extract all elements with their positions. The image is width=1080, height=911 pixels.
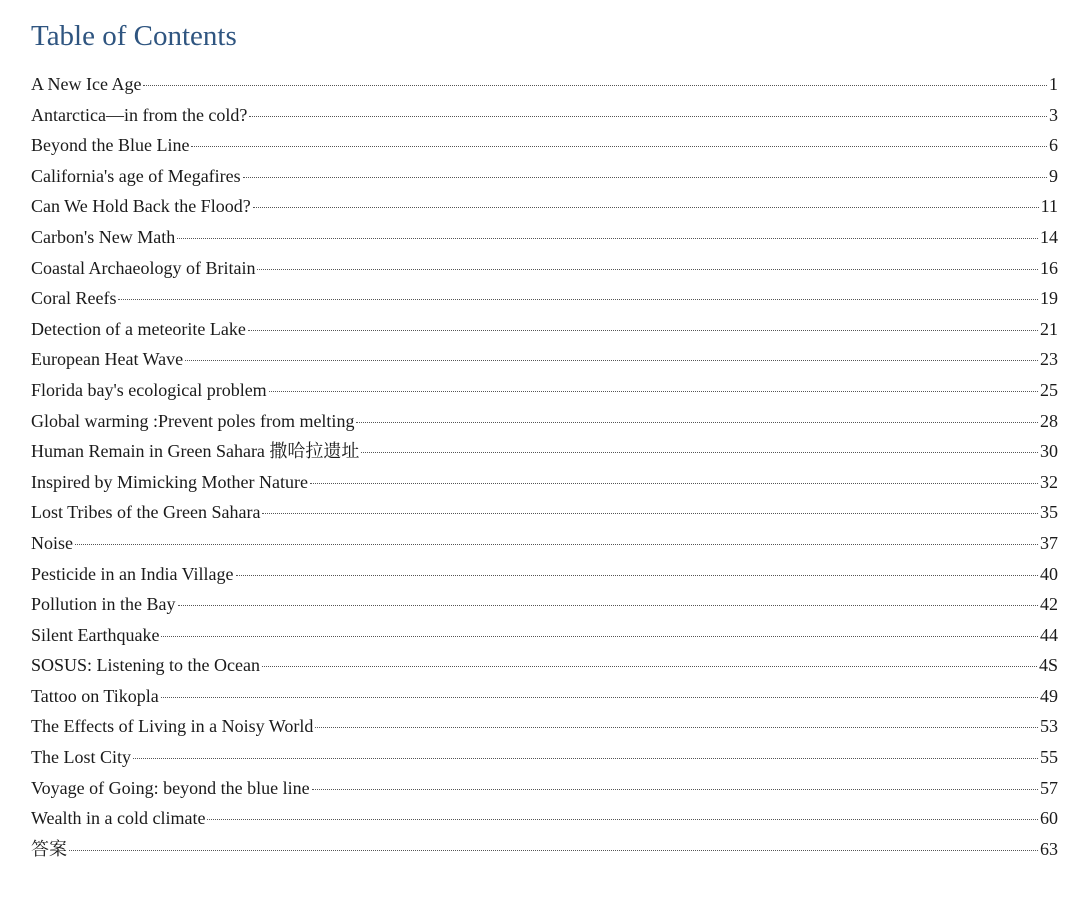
toc-entry[interactable] <box>31 620 1058 651</box>
toc-entry-title[interactable]: Pesticide in an India Village <box>31 563 234 584</box>
toc-entry[interactable] <box>31 559 1058 590</box>
toc-list <box>31 69 1058 864</box>
toc-entry-title[interactable]: Lost Tribes of the Green Sahara <box>31 502 261 523</box>
toc-page-number[interactable]: 35 <box>1040 502 1058 523</box>
toc-page-number[interactable]: 9 <box>1049 165 1058 186</box>
dot-leader <box>315 727 1038 728</box>
toc-entry[interactable] <box>31 191 1058 222</box>
toc-entry-title[interactable]: The Lost City <box>31 747 131 768</box>
toc-page-number[interactable]: 53 <box>1040 716 1058 737</box>
toc-page-number[interactable]: 55 <box>1040 747 1058 768</box>
toc-page-number[interactable]: 25 <box>1040 379 1058 400</box>
toc-page-number[interactable]: 4S <box>1038 655 1058 676</box>
toc-entry[interactable] <box>31 100 1058 131</box>
toc-page-number[interactable]: 49 <box>1040 685 1058 706</box>
dot-leader <box>253 207 1039 208</box>
dot-leader <box>257 269 1038 270</box>
toc-entry[interactable] <box>31 589 1058 620</box>
dot-leader <box>236 575 1038 576</box>
dot-leader <box>69 850 1038 851</box>
dot-leader <box>133 758 1038 759</box>
toc-entry-title[interactable]: California's age of Megafires <box>31 165 241 186</box>
toc-page-number[interactable]: 30 <box>1040 441 1058 462</box>
dot-leader <box>118 299 1038 300</box>
dot-leader <box>269 391 1038 392</box>
toc-entry[interactable] <box>31 69 1058 100</box>
toc-page-number[interactable]: 19 <box>1040 288 1058 309</box>
toc-entry-title[interactable]: Coastal Archaeology of Britain <box>31 257 256 278</box>
dot-leader <box>262 513 1038 514</box>
toc-entry[interactable] <box>31 803 1058 834</box>
toc-entry-title[interactable]: Voyage of Going: beyond the blue line <box>31 777 310 798</box>
toc-entry[interactable] <box>31 130 1058 161</box>
toc-entry-title[interactable]: Beyond the Blue Line <box>31 135 190 156</box>
toc-entry-title[interactable]: Coral Reefs <box>31 288 117 309</box>
dot-leader <box>75 544 1038 545</box>
dot-leader <box>310 483 1038 484</box>
toc-entry-title[interactable]: European Heat Wave <box>31 349 184 370</box>
toc-page-number[interactable]: 28 <box>1040 410 1058 431</box>
dot-leader <box>361 452 1038 453</box>
toc-entry-title[interactable]: Antarctica—in from the cold? <box>31 104 248 125</box>
page-title: Table of Contents <box>31 20 237 52</box>
toc-page-number[interactable]: 60 <box>1040 808 1058 829</box>
toc-entry-title[interactable]: Pollution in the Bay <box>31 594 176 615</box>
toc-entry-title[interactable]: Can We Hold Back the Flood? <box>31 196 251 217</box>
toc-page-number[interactable]: 42 <box>1040 594 1058 615</box>
toc-entry[interactable] <box>31 344 1058 375</box>
toc-entry[interactable] <box>31 681 1058 712</box>
toc-entry-title[interactable]: SOSUS: Listening to the Ocean <box>31 655 260 676</box>
toc-page-number[interactable]: 44 <box>1040 624 1058 645</box>
toc-entry-title[interactable]: Global warming :Prevent poles from melting <box>31 410 355 431</box>
dot-leader <box>178 605 1038 606</box>
toc-entry-title[interactable]: Noise <box>31 532 73 553</box>
dot-leader <box>249 116 1047 117</box>
toc-entry-title[interactable]: Detection of a meteorite Lake <box>31 318 246 339</box>
toc-entry[interactable] <box>31 650 1058 681</box>
toc-entry-title[interactable]: Tattoo on Tikopla <box>31 685 159 706</box>
toc-page-number[interactable]: 23 <box>1040 349 1058 370</box>
toc-entry[interactable] <box>31 742 1058 773</box>
toc-entry-title[interactable]: Wealth in a cold climate <box>31 808 206 829</box>
dot-leader <box>207 819 1038 820</box>
dot-leader <box>161 697 1038 698</box>
toc-entry[interactable] <box>31 161 1058 192</box>
dot-leader <box>356 422 1038 423</box>
toc-page-number[interactable]: 21 <box>1040 318 1058 339</box>
toc-page-number[interactable]: 1 <box>1049 74 1058 94</box>
toc-entry[interactable] <box>31 497 1058 528</box>
toc-entry-title[interactable]: 答案 <box>31 838 67 859</box>
toc-page-number[interactable]: 40 <box>1040 563 1058 584</box>
toc-entry[interactable] <box>31 314 1058 345</box>
dot-leader <box>243 177 1047 178</box>
toc-page-number[interactable]: 57 <box>1040 777 1058 798</box>
toc-entry-title[interactable]: Human Remain in Green Sahara 撒哈拉遗址 <box>31 441 360 462</box>
toc-entry[interactable] <box>31 375 1058 406</box>
dot-leader <box>143 85 1047 86</box>
toc-entry-title[interactable]: The Effects of Living in a Noisy World <box>31 716 314 737</box>
toc-entry-title[interactable]: Silent Earthquake <box>31 624 160 645</box>
toc-entry[interactable] <box>31 711 1058 742</box>
toc-page-number[interactable]: 37 <box>1040 532 1058 553</box>
dot-leader <box>312 789 1038 790</box>
dot-leader <box>191 146 1047 147</box>
toc-entry-title[interactable]: Florida bay's ecological problem <box>31 379 267 400</box>
toc-entry-title[interactable]: Carbon's New Math <box>31 226 176 247</box>
toc-entry-title[interactable]: Inspired by Mimicking Mother Nature <box>31 471 308 492</box>
toc-entry[interactable] <box>31 436 1058 467</box>
toc-entry[interactable] <box>31 773 1058 804</box>
dot-leader <box>161 636 1038 637</box>
toc-entry[interactable] <box>31 467 1058 498</box>
dot-leader <box>262 666 1037 667</box>
dot-leader <box>248 330 1038 331</box>
toc-page-number[interactable]: 32 <box>1040 471 1058 492</box>
dot-leader <box>185 360 1038 361</box>
toc-page-number[interactable]: 3 <box>1049 104 1058 125</box>
toc-entry[interactable] <box>31 283 1058 314</box>
toc-entry-title[interactable]: A New Ice Age <box>31 74 142 94</box>
toc-entry[interactable] <box>31 406 1058 437</box>
toc-entry[interactable] <box>31 222 1058 253</box>
toc-page-number[interactable]: 11 <box>1040 196 1058 217</box>
toc-entry[interactable] <box>31 834 1058 865</box>
toc-entry[interactable] <box>31 253 1058 284</box>
toc-page-number[interactable]: 63 <box>1040 838 1058 859</box>
toc-entry[interactable] <box>31 528 1058 559</box>
toc-page-number[interactable]: 6 <box>1049 135 1058 156</box>
dot-leader <box>177 238 1038 239</box>
toc-page-number[interactable]: 16 <box>1040 257 1058 278</box>
toc-page-number[interactable]: 14 <box>1040 226 1058 247</box>
